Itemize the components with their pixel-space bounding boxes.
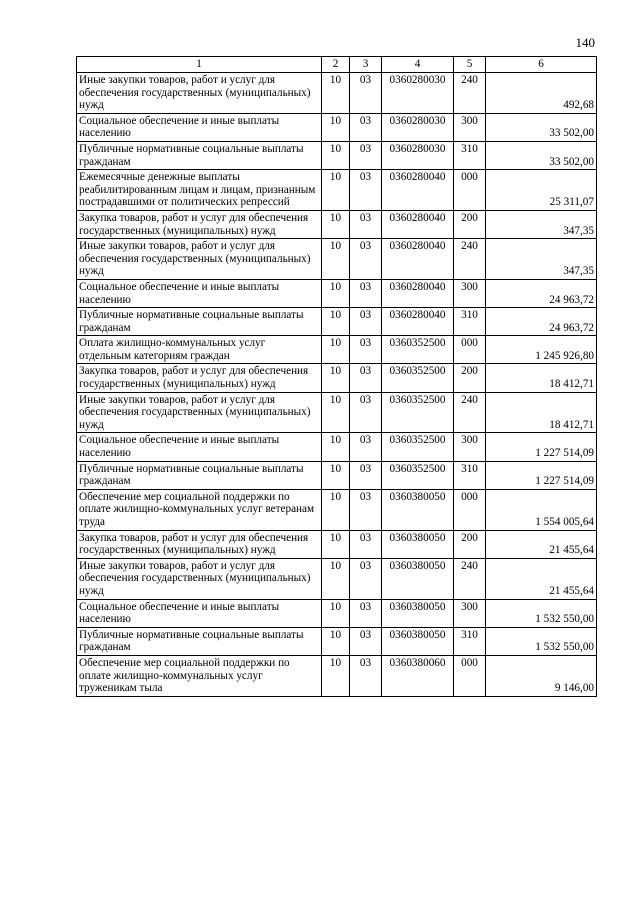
cell-target-article: 0360280040 <box>382 210 454 238</box>
cell-expense-type: 200 <box>454 210 486 238</box>
cell-section: 10 <box>322 558 350 599</box>
table-row <box>77 364 597 392</box>
cell-section: 10 <box>322 461 350 489</box>
cell-subsection: 03 <box>350 558 382 599</box>
cell-sum: 24 963,72 <box>486 279 597 307</box>
cell-target-article: 0360280030 <box>382 73 454 114</box>
cell-sum: 1 227 514,09 <box>486 433 597 461</box>
cell-name: Оплата жилищно-коммунальных услуг отдельным категориям граждан <box>77 336 322 364</box>
cell-name: Публичные нормативные социальные выплаты гражданам <box>77 308 322 336</box>
cell-section: 10 <box>322 364 350 392</box>
cell-name: Публичные нормативные социальные выплаты гражданам <box>77 627 322 655</box>
cell-sum: 21 455,64 <box>486 530 597 558</box>
cell-sum: 1 245 926,80 <box>486 336 597 364</box>
header-cell-expense-type: 5 <box>454 57 486 73</box>
cell-expense-type: 310 <box>454 308 486 336</box>
cell-section: 10 <box>322 489 350 530</box>
cell-expense-type: 000 <box>454 336 486 364</box>
cell-target-article: 0360380050 <box>382 627 454 655</box>
cell-sum: 24 963,72 <box>486 308 597 336</box>
cell-subsection: 03 <box>350 489 382 530</box>
table-row <box>77 392 597 433</box>
cell-target-article: 0360280040 <box>382 239 454 280</box>
cell-expense-type: 240 <box>454 558 486 599</box>
cell-target-article: 0360280040 <box>382 308 454 336</box>
cell-name: Социальное обеспечение и иные выплаты населению <box>77 433 322 461</box>
cell-sum: 33 502,00 <box>486 141 597 169</box>
table-body <box>77 57 597 697</box>
cell-sum: 33 502,00 <box>486 113 597 141</box>
table-row <box>77 113 597 141</box>
table-row <box>77 627 597 655</box>
cell-name: Публичные нормативные социальные выплаты гражданам <box>77 141 322 169</box>
header-cell-section: 2 <box>322 57 350 73</box>
table-row <box>77 210 597 238</box>
cell-target-article: 0360380050 <box>382 489 454 530</box>
table-row <box>77 336 597 364</box>
cell-name: Иные закупки товаров, работ и услуг для обеспечения государственных (муниципальных) нужд <box>77 558 322 599</box>
cell-section: 10 <box>322 336 350 364</box>
cell-subsection: 03 <box>350 239 382 280</box>
cell-section: 10 <box>322 141 350 169</box>
cell-expense-type: 300 <box>454 433 486 461</box>
cell-subsection: 03 <box>350 627 382 655</box>
cell-expense-type: 300 <box>454 599 486 627</box>
table-row <box>77 239 597 280</box>
table-row <box>77 655 597 696</box>
cell-subsection: 03 <box>350 392 382 433</box>
cell-name: Иные закупки товаров, работ и услуг для обеспечения государственных (муниципальных) нужд <box>77 73 322 114</box>
cell-target-article: 0360352500 <box>382 364 454 392</box>
table-row <box>77 489 597 530</box>
cell-sum: 9 146,00 <box>486 655 597 696</box>
cell-name: Закупка товаров, работ и услуг для обеспечения государственных (муниципальных) нужд <box>77 364 322 392</box>
cell-subsection: 03 <box>350 279 382 307</box>
table-row <box>77 141 597 169</box>
cell-section: 10 <box>322 210 350 238</box>
cell-expense-type: 300 <box>454 113 486 141</box>
cell-section: 10 <box>322 308 350 336</box>
cell-sum: 347,35 <box>486 239 597 280</box>
cell-sum: 21 455,64 <box>486 558 597 599</box>
cell-expense-type: 310 <box>454 141 486 169</box>
cell-subsection: 03 <box>350 73 382 114</box>
cell-target-article: 0360352500 <box>382 461 454 489</box>
table-row <box>77 530 597 558</box>
header-cell-subsection: 3 <box>350 57 382 73</box>
cell-subsection: 03 <box>350 655 382 696</box>
cell-section: 10 <box>322 279 350 307</box>
table-row <box>77 279 597 307</box>
cell-subsection: 03 <box>350 364 382 392</box>
cell-target-article: 0360352500 <box>382 392 454 433</box>
cell-name: Обеспечение мер социальной поддержки по оплате жилищно-коммунальных услуг труженикам тыла <box>77 655 322 696</box>
cell-name: Социальное обеспечение и иные выплаты населению <box>77 599 322 627</box>
cell-expense-type: 000 <box>454 170 486 211</box>
cell-section: 10 <box>322 392 350 433</box>
table-row <box>77 308 597 336</box>
cell-sum: 18 412,71 <box>486 364 597 392</box>
cell-subsection: 03 <box>350 141 382 169</box>
cell-sum: 347,35 <box>486 210 597 238</box>
cell-target-article: 0360380050 <box>382 558 454 599</box>
cell-target-article: 0360380050 <box>382 530 454 558</box>
table-row <box>77 461 597 489</box>
cell-target-article: 0360352500 <box>382 336 454 364</box>
header-cell-target-article: 4 <box>382 57 454 73</box>
cell-expense-type: 310 <box>454 461 486 489</box>
table-row <box>77 599 597 627</box>
cell-name: Социальное обеспечение и иные выплаты населению <box>77 113 322 141</box>
cell-sum: 1 532 550,00 <box>486 627 597 655</box>
cell-section: 10 <box>322 655 350 696</box>
cell-subsection: 03 <box>350 336 382 364</box>
cell-expense-type: 000 <box>454 489 486 530</box>
table-header-row <box>77 57 597 73</box>
cell-subsection: 03 <box>350 461 382 489</box>
cell-target-article: 0360280030 <box>382 113 454 141</box>
cell-expense-type: 240 <box>454 239 486 280</box>
cell-section: 10 <box>322 599 350 627</box>
cell-section: 10 <box>322 239 350 280</box>
cell-target-article: 0360280040 <box>382 279 454 307</box>
cell-sum: 1 554 005,64 <box>486 489 597 530</box>
cell-subsection: 03 <box>350 599 382 627</box>
cell-target-article: 0360380050 <box>382 599 454 627</box>
cell-expense-type: 200 <box>454 364 486 392</box>
cell-expense-type: 200 <box>454 530 486 558</box>
cell-sum: 18 412,71 <box>486 392 597 433</box>
cell-name: Иные закупки товаров, работ и услуг для обеспечения государственных (муниципальных) нужд <box>77 392 322 433</box>
cell-target-article: 0360352500 <box>382 433 454 461</box>
cell-target-article: 0360280030 <box>382 141 454 169</box>
cell-sum: 25 311,07 <box>486 170 597 211</box>
cell-sum: 1 227 514,09 <box>486 461 597 489</box>
cell-subsection: 03 <box>350 308 382 336</box>
cell-sum: 492,68 <box>486 73 597 114</box>
cell-subsection: 03 <box>350 530 382 558</box>
cell-expense-type: 310 <box>454 627 486 655</box>
table-row <box>77 433 597 461</box>
table-row <box>77 558 597 599</box>
cell-name: Обеспечение мер социальной поддержки по оплате жилищно-коммунальных услуг ветеранам труда <box>77 489 322 530</box>
cell-name: Закупка товаров, работ и услуг для обеспечения государственных (муниципальных) нужд <box>77 530 322 558</box>
cell-expense-type: 300 <box>454 279 486 307</box>
cell-section: 10 <box>322 530 350 558</box>
cell-section: 10 <box>322 170 350 211</box>
cell-name: Социальное обеспечение и иные выплаты населению <box>77 279 322 307</box>
cell-subsection: 03 <box>350 210 382 238</box>
table-row <box>77 73 597 114</box>
cell-name: Публичные нормативные социальные выплаты гражданам <box>77 461 322 489</box>
cell-sum: 1 532 550,00 <box>486 599 597 627</box>
page-number: 140 <box>575 35 595 50</box>
cell-section: 10 <box>322 433 350 461</box>
cell-target-article: 0360380060 <box>382 655 454 696</box>
cell-target-article: 0360280040 <box>382 170 454 211</box>
cell-section: 10 <box>322 627 350 655</box>
cell-section: 10 <box>322 113 350 141</box>
budget-table <box>76 56 597 697</box>
cell-subsection: 03 <box>350 433 382 461</box>
cell-section: 10 <box>322 73 350 114</box>
header-cell-name: 1 <box>77 57 322 73</box>
cell-expense-type: 240 <box>454 392 486 433</box>
cell-expense-type: 240 <box>454 73 486 114</box>
cell-name: Иные закупки товаров, работ и услуг для обеспечения государственных (муниципальных) нужд <box>77 239 322 280</box>
cell-name: Закупка товаров, работ и услуг для обеспечения государственных (муниципальных) нужд <box>77 210 322 238</box>
cell-subsection: 03 <box>350 170 382 211</box>
header-cell-sum: 6 <box>486 57 597 73</box>
table-row <box>77 170 597 211</box>
cell-name: Ежемесячные денежные выплаты реабилитированным лицам и лицам, признанным пострадавшими от политических репрессий <box>77 170 322 211</box>
cell-subsection: 03 <box>350 113 382 141</box>
cell-expense-type: 000 <box>454 655 486 696</box>
